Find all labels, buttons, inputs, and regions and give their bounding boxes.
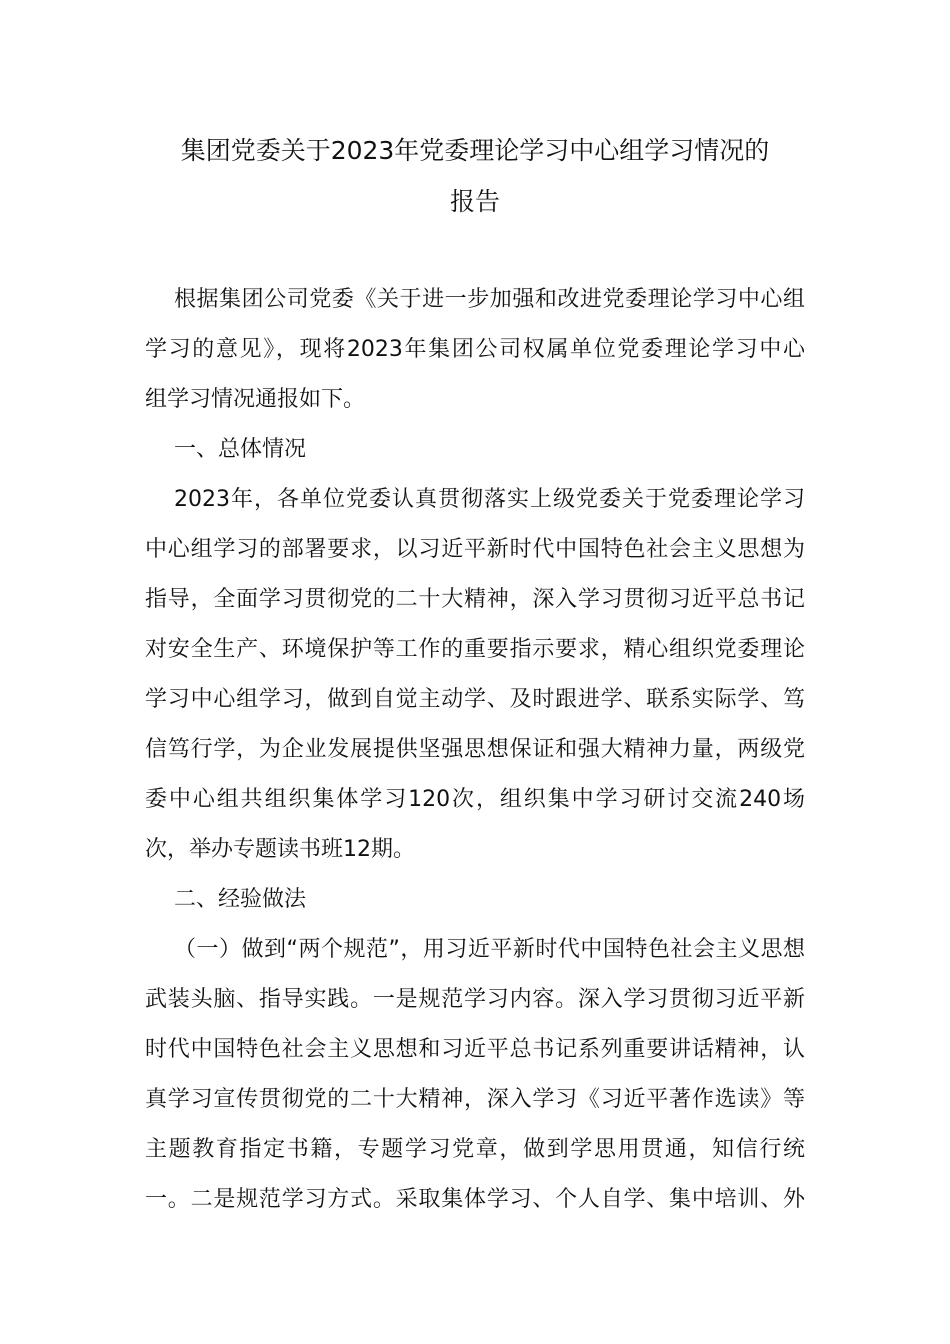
paragraph-overview-line-6: 信笃行学，为企业发展提供坚强思想保证和强大精神力量，两级党 [145, 737, 805, 762]
section-heading-experience: 二、经验做法 [174, 887, 307, 912]
paragraph-overview-line-1: 2023年，各单位党委认真贯彻落实上级党委关于党委理论学习 [174, 487, 805, 512]
paragraph-experience-line-4: 真学习宣传贯彻党的二十大精神，深入学习《习近平著作选读》等 [145, 1087, 805, 1112]
paragraph-overview-line-5: 学习中心组学习，做到自觉主动学、及时跟进学、联系实际学、笃 [145, 687, 805, 712]
paragraph-overview-line-4: 对安全生产、环境保护等工作的重要指示要求，精心组织党委理论 [145, 637, 805, 662]
paragraph-experience-line-1: （一）做到“两个规范”，用习近平新时代中国特色社会主义思想 [174, 937, 805, 962]
document-title-line-2: 报告 [449, 187, 500, 216]
paragraph-overview-line-8: 次，举办专题读书班12期。 [145, 837, 415, 862]
paragraph-overview-line-3: 指导，全面学习贯彻党的二十大精神，深入学习贯彻习近平总书记 [145, 587, 805, 612]
paragraph-experience-line-6: 一。二是规范学习方式。采取集体学习、个人自学、集中培训、外 [145, 1187, 805, 1212]
paragraph-intro-line-3: 组学习情况通报如下。 [145, 387, 366, 412]
paragraph-overview-line-2: 中心组学习的部署要求，以习近平新时代中国特色社会主义思想为 [145, 537, 805, 562]
paragraph-overview-line-7: 委中心组共组织集体学习120次，组织集中学习研讨交流240场 [145, 787, 805, 812]
paragraph-experience-line-5: 主题教育指定书籍，专题学习党章，做到学思用贯通，知信行统 [145, 1137, 805, 1162]
paragraph-intro-line-1: 根据集团公司党委《关于进一步加强和改进党委理论学习中心组 [174, 287, 805, 312]
paragraph-experience-line-2: 武装头脑、指导实践。一是规范学习内容。深入学习贯彻习近平新 [145, 987, 805, 1012]
document-title-line-1: 集团党委关于2023年党委理论学习中心组学习情况的 [180, 136, 770, 165]
paragraph-experience-line-3: 时代中国特色社会主义思想和习近平总书记系列重要讲话精神，认 [145, 1037, 805, 1062]
section-heading-overview: 一、总体情况 [174, 437, 307, 462]
paragraph-intro-line-2: 学习的意见》，现将2023年集团公司权属单位党委理论学习中心 [145, 337, 805, 362]
